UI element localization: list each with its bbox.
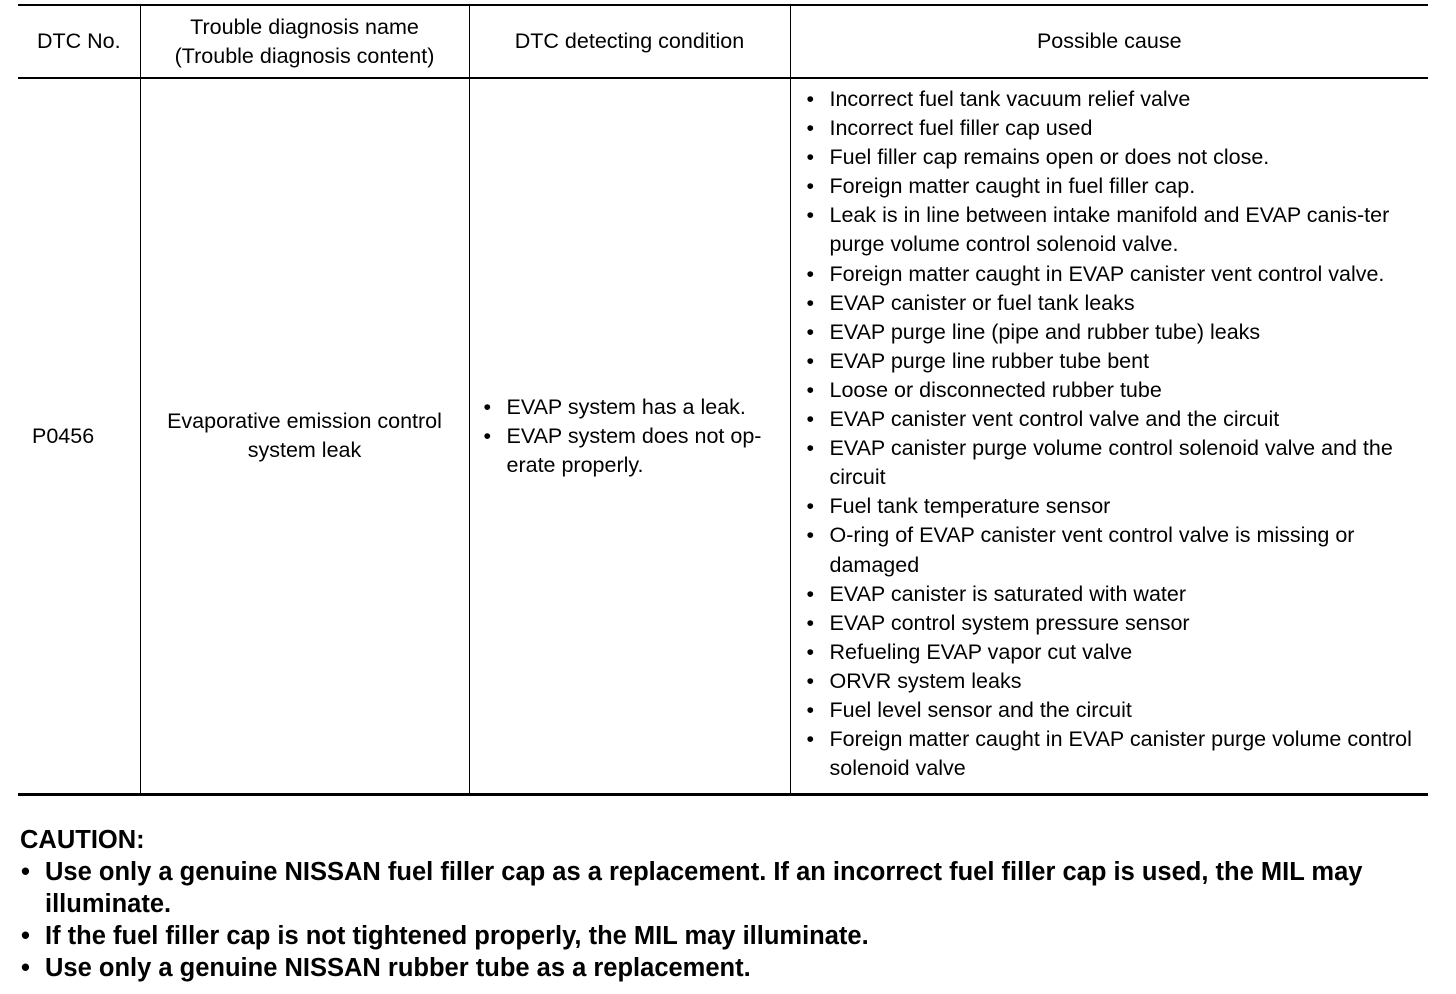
dtc-table [18, 4, 1428, 796]
cause-item: • EVAP canister is saturated with water [805, 580, 1421, 609]
diagnosis-name [140, 78, 469, 795]
caution-item: • Use only a genuine NISSAN fuel filler cap as a replacement. If an incorrect fuel filler cap is used, the MIL may illuminate. [20, 856, 1432, 920]
condition-list [482, 393, 784, 480]
cause-item: • EVAP canister or fuel tank leaks [805, 289, 1421, 318]
caution-list [20, 856, 1432, 984]
cause-item: • EVAP canister purge volume control solenoid valve and the circuit [805, 434, 1421, 492]
cause-item: • Incorrect fuel filler cap used [805, 114, 1421, 143]
cause-item: • ORVR system leaks [805, 667, 1421, 696]
table-header [18, 5, 1428, 78]
dtc-code: P0456 [18, 78, 140, 795]
header-row [18, 5, 1428, 78]
header-name-line2: (Trouble diagnosis content) [174, 43, 435, 68]
header-trouble-diagnosis-name [140, 5, 469, 78]
header-name-line1: Trouble diagnosis name [190, 14, 419, 39]
cause-item: • Fuel level sensor and the circuit [805, 696, 1421, 725]
cause-item: • EVAP purge line rubber tube bent [805, 347, 1421, 376]
caution-item: • If the fuel filler cap is not tightened properly, the MIL may illuminate. [20, 920, 1432, 952]
header-detecting-condition: DTC detecting condition [469, 5, 790, 78]
possible-cause-cell [790, 78, 1428, 795]
diagnosis-name-line2: system leak [247, 438, 362, 463]
cause-item: • Incorrect fuel tank vacuum relief valve [805, 85, 1421, 114]
cause-list [805, 85, 1421, 783]
diagnosis-name-line1: Evaporative emission control [167, 409, 442, 434]
cause-item: • Foreign matter caught in EVAP canister purge volume control solenoid valve [805, 725, 1421, 783]
cause-item: • Fuel filler cap remains open or does not close. [805, 143, 1421, 172]
detecting-condition-cell [469, 78, 790, 795]
condition-item: • EVAP system does not op-erate properly. [482, 422, 784, 480]
cause-item: • EVAP purge line (pipe and rubber tube) leaks [805, 318, 1421, 347]
cause-item: • Loose or disconnected rubber tube [805, 376, 1421, 405]
table-row [18, 78, 1428, 795]
cause-item: • EVAP control system pressure sensor [805, 609, 1421, 638]
cause-item: • Leak is in line between intake manifold and EVAP canis-ter purge volume control solenoid valve. [805, 201, 1421, 259]
header-dtc-no: DTC No. [18, 5, 140, 78]
caution-title: CAUTION: [20, 826, 145, 854]
caution-item: • Use only a genuine NISSAN rubber tube as a replacement. [20, 952, 1432, 984]
cause-item: • Refueling EVAP vapor cut valve [805, 638, 1421, 667]
cause-item: • EVAP canister vent control valve and the circuit [805, 405, 1421, 434]
caution-block [20, 824, 1432, 984]
cause-item: • O-ring of EVAP canister vent control valve is missing or damaged [805, 521, 1421, 579]
cause-item: • Foreign matter caught in EVAP canister vent control valve. [805, 260, 1421, 289]
cause-item: • Fuel tank temperature sensor [805, 492, 1421, 521]
header-possible-cause: Possible cause [1036, 29, 1182, 53]
condition-item: • EVAP system has a leak. [482, 393, 784, 422]
cause-item: • Foreign matter caught in fuel filler cap. [805, 172, 1421, 201]
